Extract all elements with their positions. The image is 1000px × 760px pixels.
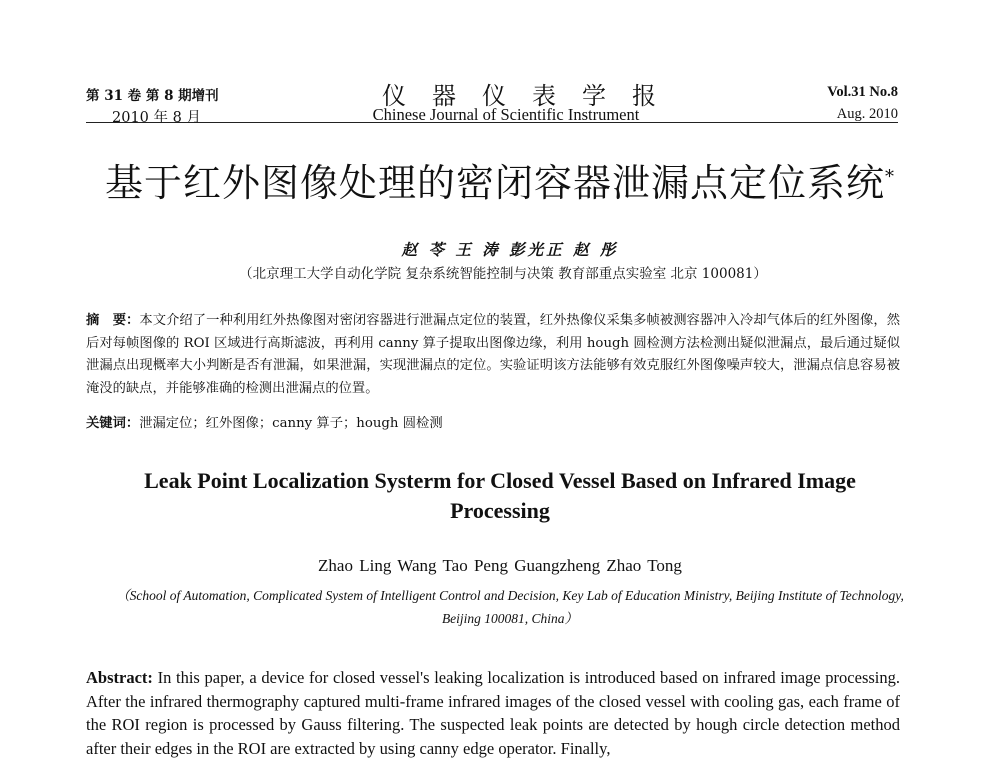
authors-cn: 赵 苓 王 涛 彭光正 赵 彤: [401, 240, 619, 259]
journal-header: [86, 76, 898, 124]
abstract-en-text: In this paper, a device for closed vessel's leaking localization is introduced based on infrared image processing. After the infrared thermography captured multi-frame infrared images of the closed vessel with cooling gas, each frame of the ROI region is processed by Gauss filtering. The suspected leak points are detected by hough circle detection method after their edges in the ROI are extracted by using canny edge operator. Finally,: [86, 668, 900, 758]
paper-title-cn-text: 基于红外图像处理的密闭容器泄漏点定位系统: [104, 161, 885, 205]
authors-en: Zhao Ling Wang Tao Peng Guangzheng Zhao Tong: [318, 556, 682, 575]
abstract-en-label: Abstract:: [86, 668, 153, 687]
affiliation-cn: （北京理工大学自动化学院 复杂系统智能控制与决策 教育部重点实验室 北京 100081）: [239, 266, 767, 282]
volume-issue: 第 31 卷 第 8 期增刊: [86, 88, 219, 104]
abstract-cn-label: 摘 要：: [86, 313, 140, 328]
abstract-en: [86, 666, 900, 760]
journal-name-cn: 仪器仪表学报: [382, 82, 682, 110]
abstract-cn-text: 本文介绍了一种利用红外热像图对密闭容器进行泄漏点定位的装置，红外热像仪采集多帧被测容器冲入冷却气体后的红外图像，然后对每帧图像的 ROI 区域进行高斯滤波，再利用 canny 算子提取出图像边缘，利用 hough 圆检测方法检测出疑似泄漏点，最后通过疑似泄漏点出现概率大小判断是否有泄漏，如果泄漏，实现泄漏点的定位。实验证明该方法能够有效克服红外图像噪声较大，泄漏点信息容易被淹没的缺点，并能够准确的检测出泄漏点的位置。: [86, 313, 901, 396]
keywords-cn: [86, 414, 900, 434]
paper-title-en: Leak Point Localization Systerm for Closed Vessel Based on Infrared Image Processing: [144, 468, 856, 523]
issue-date-cn: 2010 年 8 月: [112, 110, 201, 126]
journal-name-en: Chinese Journal of Scientific Instrument: [372, 105, 640, 124]
issue-date-en: Aug. 2010: [836, 106, 898, 122]
abstract-cn: [86, 310, 900, 400]
title-footnote-mark: *: [885, 166, 895, 188]
header-rule: [86, 122, 898, 123]
affiliation-en: （School of Automation, Complicated System of Intelligent Control and Decision, Key Lab of Education Ministry, Beijing Institute of Technology, Beijing 100081, China）: [116, 588, 904, 626]
keywords-cn-text: 泄漏定位；红外图像；canny 算子；hough 圆检测: [139, 416, 443, 431]
keywords-cn-label: 关键词：: [86, 416, 140, 431]
volume-number-en: Vol.31 No.8: [827, 84, 898, 100]
paper-title-cn: [0, 152, 1000, 207]
